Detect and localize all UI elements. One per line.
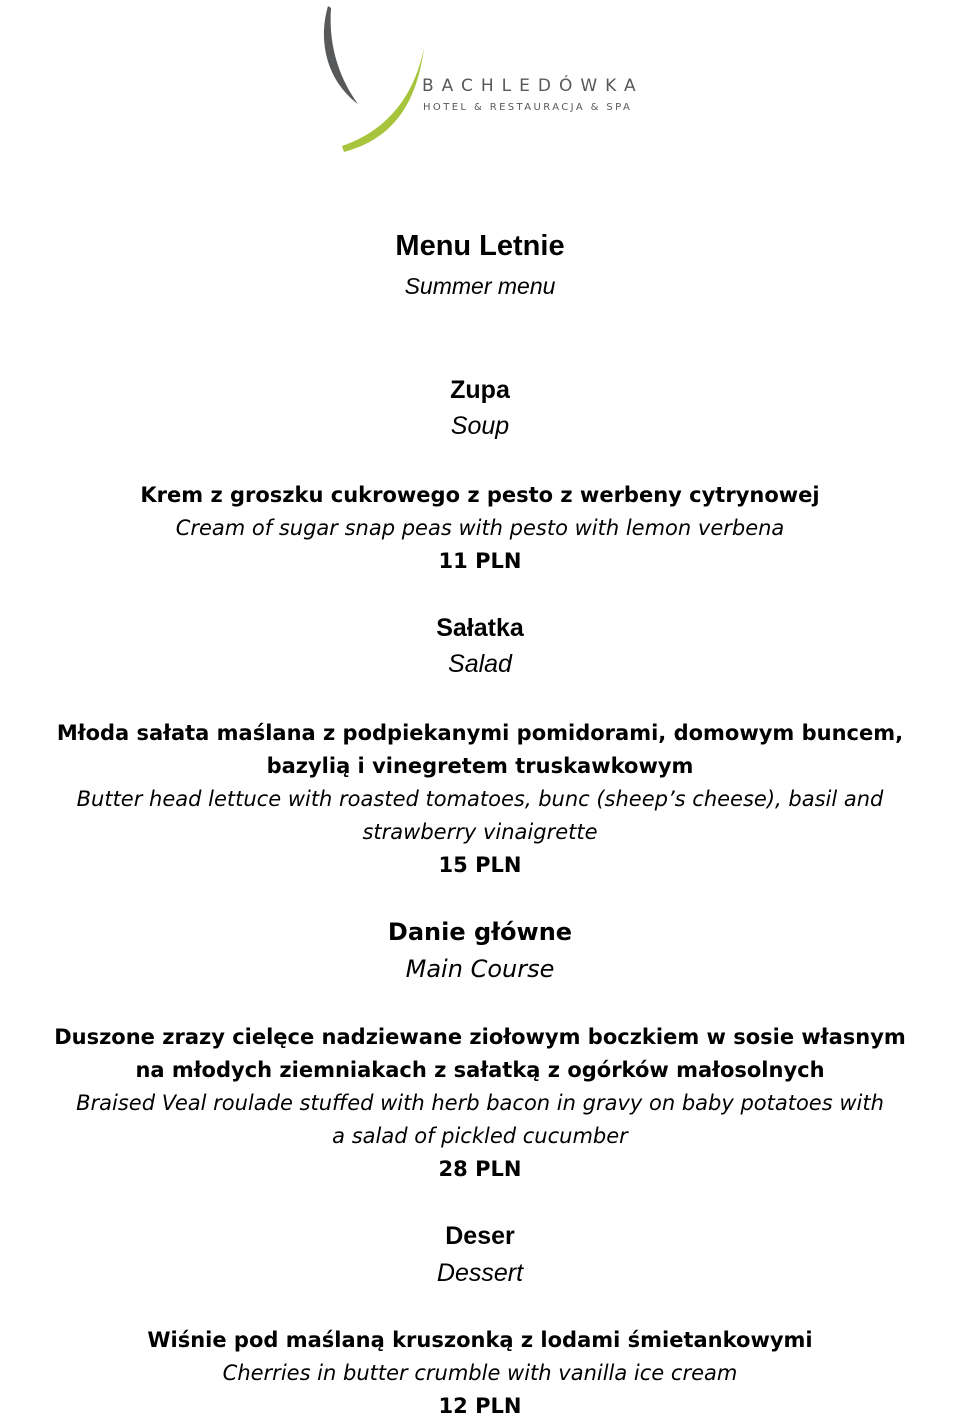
dish-price: 28 PLN (438, 1157, 522, 1181)
logo-tagline: HOTEL & RESTAURACJA & SPA (423, 102, 633, 113)
dish-name-en: a salad of pickled cucumber (332, 1124, 628, 1148)
menu-subtitle: Summer menu (404, 273, 556, 299)
dish-price: 12 PLN (438, 1394, 522, 1418)
dish-name-pl: Krem z groszku cukrowego z pesto z werbeny cytrynowej (140, 483, 820, 507)
dish-name-en: Braised Veal roulade stuffed with herb bacon in gravy on baby potatoes with (76, 1091, 884, 1115)
course-heading-en: Soup (450, 412, 510, 440)
hotel-logo (318, 0, 658, 160)
dish-name-pl: Wiśnie pod maślaną kruszonką z lodami śmietankowymi (147, 1328, 813, 1352)
dish-price: 15 PLN (438, 853, 522, 877)
dish-name-pl: bazylią i vinegretem truskawkowym (266, 754, 694, 778)
logo-swoosh-icon (318, 0, 428, 160)
dish-name-pl: Duszone zrazy cielęce nadziewane ziołowym boczkiem w sosie własnym (54, 1025, 906, 1049)
course-heading-en: Salad (448, 650, 512, 678)
dish-name-en: Cream of sugar snap peas with pesto with lemon verbena (175, 516, 785, 540)
course-heading-pl: Danie główne (387, 918, 573, 946)
dish-name-en: Cherries in butter crumble with vanilla ice cream (222, 1361, 738, 1385)
course-heading-pl: Zupa (450, 376, 510, 404)
dish-name-pl: na młodych ziemniakach z sałatką z ogórków małosolnych (135, 1058, 825, 1082)
dish-name-en: Butter head lettuce with roasted tomatoes, bunc (sheep’s cheese), basil and (76, 787, 884, 811)
course-heading-pl: Sałatka (436, 614, 524, 642)
logo-grey-swoosh (324, 6, 358, 104)
course-heading-en: Main Course (405, 955, 555, 983)
menu-title: Menu Letnie (395, 230, 565, 262)
dish-name-en: strawberry vinaigrette (362, 820, 598, 844)
course-heading-en: Dessert (436, 1259, 524, 1287)
course-heading-pl: Deser (445, 1222, 515, 1250)
logo-name: BACHLEDÓWKA (422, 76, 644, 96)
dish-name-pl: Młoda sałata maślana z podpiekanymi pomidorami, domowym buncem, (56, 721, 904, 745)
dish-price: 11 PLN (438, 549, 522, 573)
